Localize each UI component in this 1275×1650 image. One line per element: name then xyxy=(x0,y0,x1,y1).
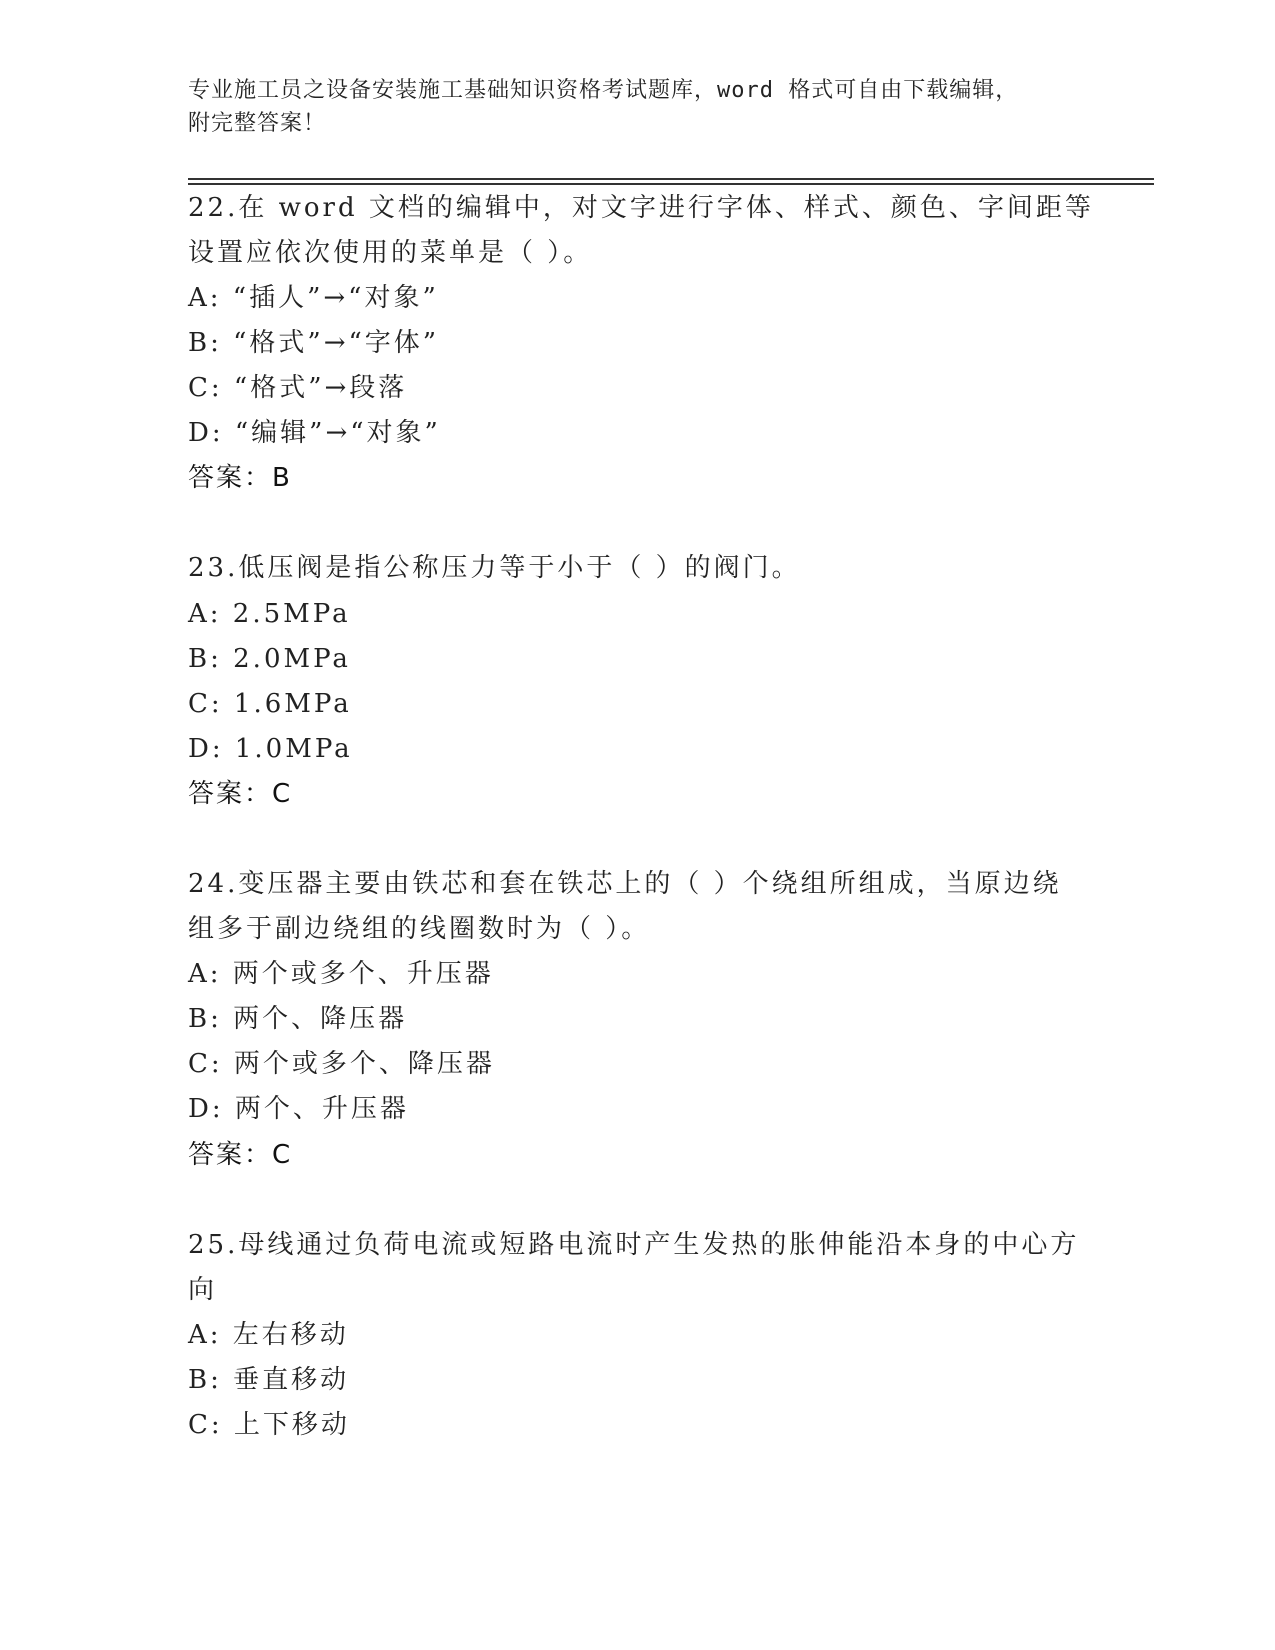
question-25-stem-line-1: 25.母线通过负荷电流或短路电流时产生发热的胀伸能沿本身的中心方 xyxy=(188,1230,1080,1260)
question-23-option-b: B: 2.0MPa xyxy=(188,644,351,674)
document-header xyxy=(188,74,1088,140)
question-24-option-c: C: 两个或多个、降压器 xyxy=(188,1049,495,1079)
question-22-stem-line-2: 设置应依次使用的菜单是（ ）。 xyxy=(188,238,593,268)
question-24-option-a: A: 两个或多个、升压器 xyxy=(188,959,494,989)
header-line-1: 专业施工员之设备安装施工基础知识资格考试题库，word 格式可自由下载编辑， xyxy=(188,78,1019,103)
question-24-stem-line-1: 24.变压器主要由铁芯和套在铁芯上的（ ）个绕组所组成，当原边绕 xyxy=(188,869,1062,899)
question-24-option-d: D: 两个、升压器 xyxy=(188,1094,409,1124)
question-22-option-a: A: “插人”→“对象” xyxy=(188,283,439,313)
question-25-stem-line-2: 向 xyxy=(188,1275,218,1305)
header-divider-top xyxy=(188,178,1154,180)
question-23-stem-line-1: 23.低压阀是指公称压力等于小于（ ）的阀门。 xyxy=(188,553,801,583)
question-23-answer: 答案：C xyxy=(188,779,293,809)
question-25-option-b: B: 垂直移动 xyxy=(188,1365,350,1395)
question-22-answer: 答案：B xyxy=(188,463,292,493)
question-22-option-c: C: “格式”→段落 xyxy=(188,373,408,403)
question-25-option-c: C: 上下移动 xyxy=(188,1410,350,1440)
question-22-stem-line-1: 22.在 word 文档的编辑中，对文字进行字体、样式、颜色、字间距等 xyxy=(188,193,1094,223)
header-line-2: 附完整答案！ xyxy=(188,111,327,136)
question-24-answer: 答案：C xyxy=(188,1140,293,1170)
question-23-option-c: C: 1.6MPa xyxy=(188,689,352,719)
header-divider-bottom xyxy=(188,183,1154,185)
question-24-stem-line-2: 组多于副边绕组的线圈数时为（ ）。 xyxy=(188,914,651,944)
question-22-option-b: B: “格式”→“字体” xyxy=(188,328,440,358)
question-23-option-d: D: 1.0MPa xyxy=(188,734,353,764)
question-25-option-a: A: 左右移动 xyxy=(188,1320,349,1350)
question-23-option-a: A: 2.5MPa xyxy=(188,599,351,629)
question-24-option-b: B: 两个、降压器 xyxy=(188,1004,408,1034)
question-22-option-d: D: “编辑”→“对象” xyxy=(188,418,441,448)
